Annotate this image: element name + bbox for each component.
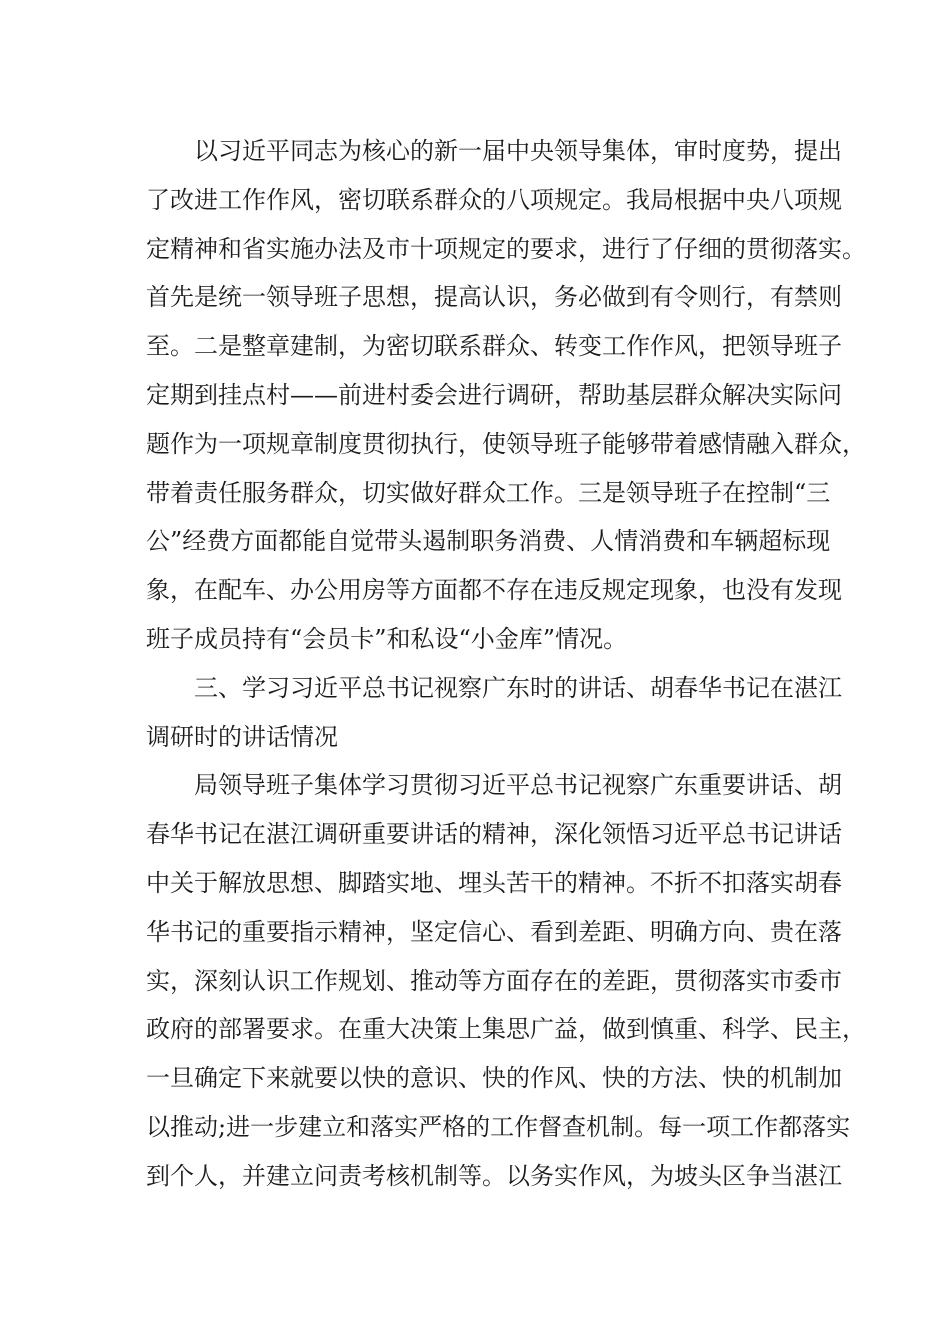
- section-heading-line: 调研时的讲话情况: [146, 722, 338, 751]
- text-line: 中关于解放思想、脚踏实地、埋头苦干的精神。不折不扣落实胡春: [146, 868, 842, 897]
- text-line: 定期到挂点村——前进村委会进行调研，帮助基层群众解决实际问: [146, 380, 842, 409]
- text-line: 定精神和省实施办法及市十项规定的要求，进行了仔细的贯彻落实。: [146, 234, 866, 263]
- text-line: 华书记的重要指示精神，坚定信心、看到差距、明确方向、贵在落: [146, 917, 842, 946]
- text-line: 题作为一项规章制度贯彻执行，使领导班子能够带着感情融入群众，: [146, 429, 866, 458]
- text-line: 实，深刻认识工作规划、推动等方面存在的差距，贯彻落实市委市: [146, 966, 842, 995]
- section-heading-line: 三、学习习近平总书记视察广东时的讲话、胡春华书记在湛江: [194, 673, 842, 702]
- text-line: 一旦确定下来就要以快的意识、快的作风、快的方法、快的机制加: [146, 1064, 842, 1093]
- text-line: 首先是统一领导班子思想，提高认识，务必做到有令则行，有禁则: [146, 283, 842, 312]
- text-line: 公”经费方面都能自觉带头遏制职务消费、人情消费和车辆超标现: [146, 527, 831, 556]
- text-line: 班子成员持有“会员卡”和私设“小金库”情况。: [146, 624, 628, 653]
- text-line: 以习近平同志为核心的新一届中央领导集体，审时度势，提出: [194, 137, 842, 165]
- text-line: 春华书记在湛江调研重要讲话的精神，深化领悟习近平总书记讲话: [146, 820, 842, 849]
- text-line: 象，在配车、办公用房等方面都不存在违反规定现象，也没有发现: [146, 576, 842, 605]
- document-body: [146, 127, 866, 1201]
- text-line: 政府的部署要求。在重大决策上集思广益，做到慎重、科学、民主，: [146, 1015, 866, 1044]
- text-line: 以推动;进一步建立和落实严格的工作督查机制。每一项工作都落实: [146, 1112, 851, 1141]
- text-line: 至。二是整章建制，为密切联系群众、转变工作作风，把领导班子: [146, 332, 842, 361]
- text-line: 局领导班子集体学习贯彻习近平总书记视察广东重要讲话、胡: [194, 771, 842, 800]
- text-line: 带着责任服务群众，切实做好群众工作。三是领导班子在控制“三: [146, 478, 831, 507]
- text-line: 了改进工作作风，密切联系群众的八项规定。我局根据中央八项规: [146, 185, 842, 214]
- text-line: 到个人，并建立问责考核机制等。以务实作风，为坡头区争当湛江: [146, 1161, 842, 1190]
